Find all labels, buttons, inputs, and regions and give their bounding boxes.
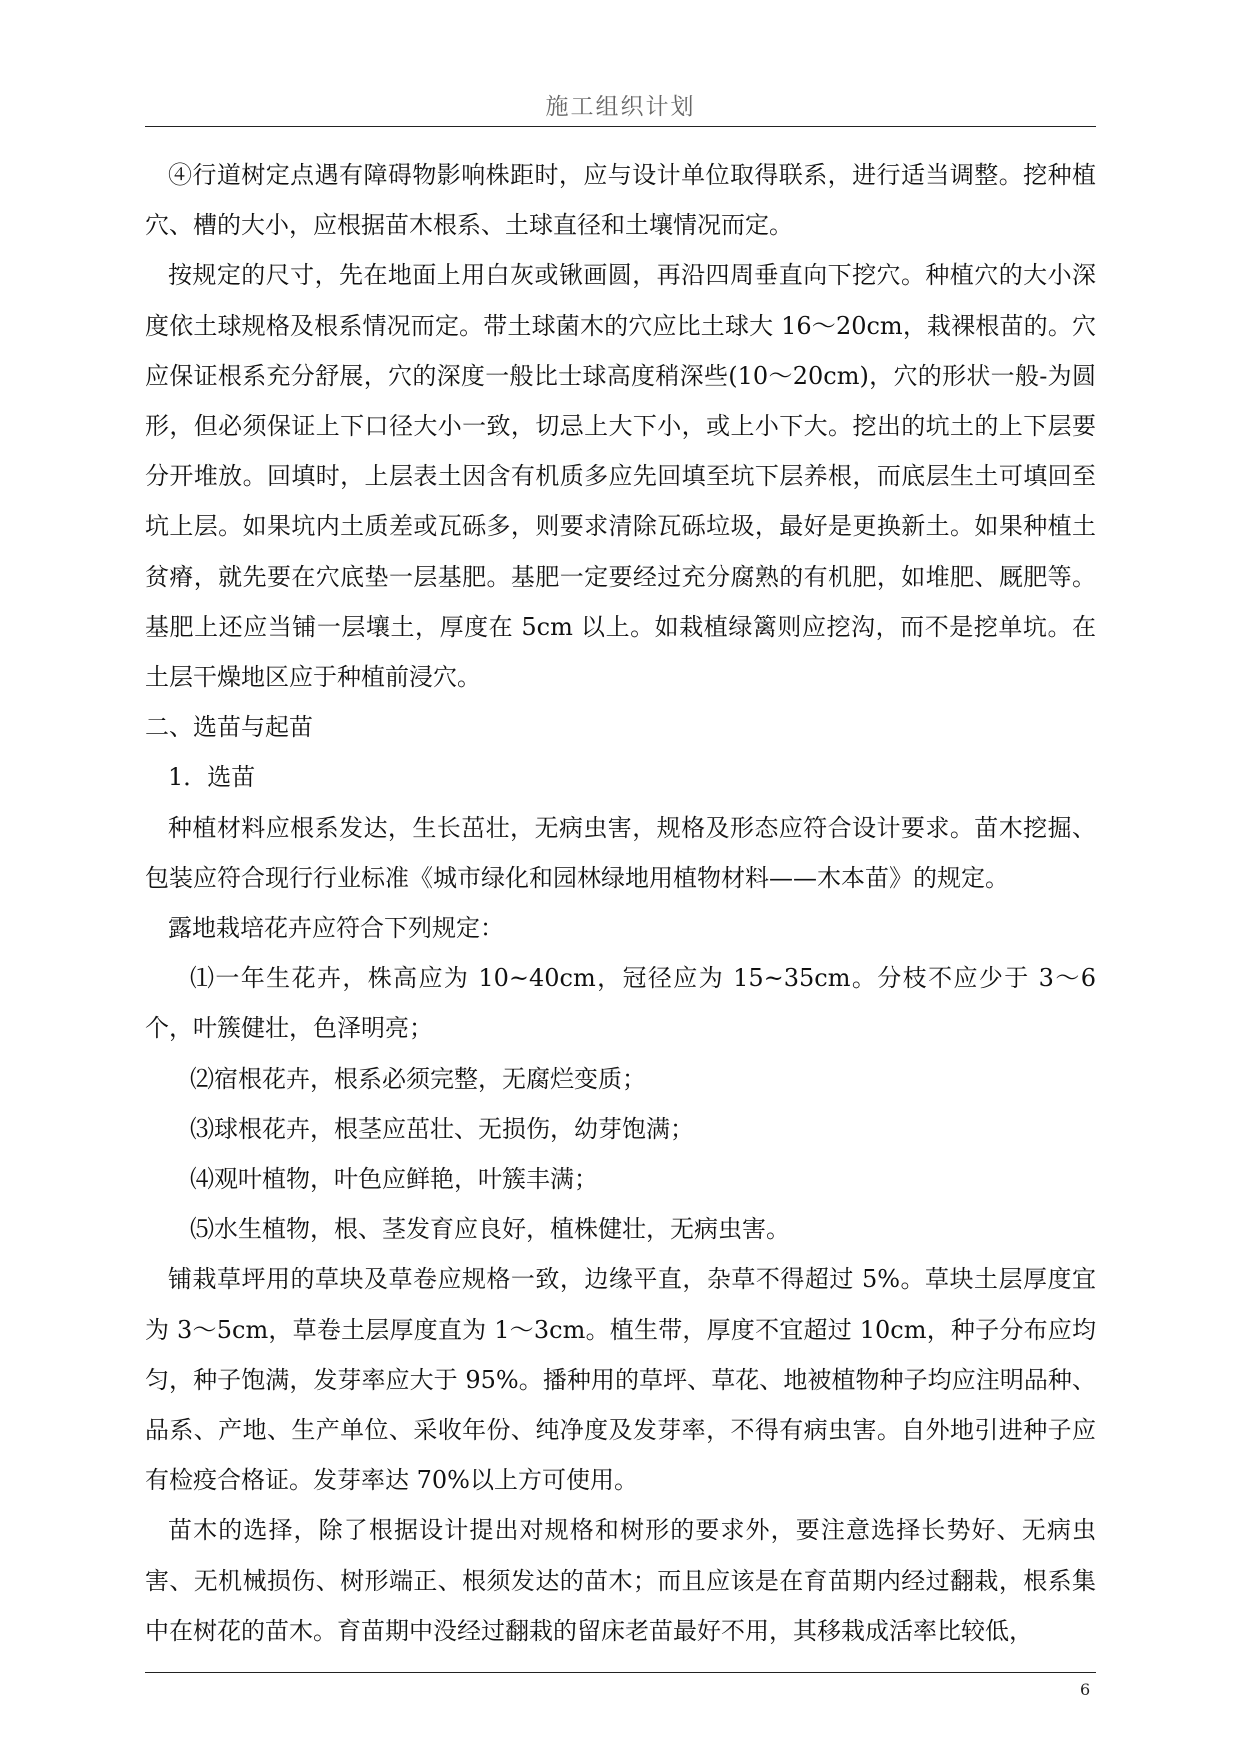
list-item-perennial-flowers: ⑵宿根花卉，根系必须完整，无腐烂变质； — [190, 1064, 646, 1093]
list-item-aquatic-plants: ⑸水生植物，根、茎发育应良好，植株健壮，无病虫害。 — [190, 1215, 790, 1244]
page-header-title: 施工组织计划 — [545, 94, 696, 120]
page-number: 6 — [1080, 1680, 1091, 1699]
header-divider — [145, 126, 1096, 127]
paragraph-turf-rules: 铺栽草坪用的草块及草卷应规格一致，边缘平直，杂草不得超过 5%。草块土层厚度宜为 3～5cm，草卷土层厚度直为 1～3cm。植生带，厚度不宜超过 10cm，种子分布应均匀，种子饱满，发芽率应大于 95%。播种用的草坪、草花、地被植物种子均应注明品种、品系、产地、生产单位、采收年份、纯净度及发芽率，不得有病虫害。自外地引进种子应有检疫合格证。发芽率达 70%以上方可使用。 — [145, 1265, 1096, 1495]
paragraph-planting-material: 种植材料应根系发达，生长茁壮，无病虫害，规格及形态应符合设计要求。苗木挖掘、包装应符合现行行业标准《城市绿化和园林绿地用植物材料——木本苗》的规定。 — [145, 813, 1096, 892]
list-item-bulb-flowers: ⑶球根花卉，根茎应茁壮、无损伤，幼芽饱满； — [190, 1114, 694, 1143]
list-item-annual-flowers: ⑴一年生花卉，株高应为 10~40cm，冠径应为 15~35cm。分枝不应少于 3～6 个，叶簇健壮，色泽明亮； — [145, 964, 1096, 1043]
paragraph-seedling-choice: 苗木的选择，除了根据设计提出对规格和树形的要求外，要注意选择长势好、无病虫害、无机械损伤、树形端正、根须发达的苗木；而且应该是在育苗期内经过翻栽，根系集中在树花的苗木。育苗期中没经过翻栽的留床老苗最好不用，其移栽成活率比较低， — [145, 1516, 1096, 1645]
paragraph-tree-spacing: ④行道树定点遇有障碍物影响株距时，应与设计单位取得联系，进行适当调整。挖种植穴、槽的大小，应根据苗木根系、土球直径和土壤情况而定。 — [145, 161, 1096, 240]
paragraph-flower-rules-intro: 露地栽培花卉应符合下列规定： — [168, 914, 504, 943]
document-body — [145, 150, 1096, 1656]
subheading-seedling-selection: 1．选苗 — [168, 763, 256, 792]
paragraph-pit-digging: 按规定的尺寸，先在地面上用白灰或锹画圆，再沿四周垂直向下挖穴。种植穴的大小深度依土球规格及根系情况而定。带土球菌木的穴应比土球大 16～20cm，栽裸根苗的。穴应保证根系充分舒展，穴的深度一般比士球高度稍深些(10～20cm)，穴的形状一般-为圆形，但必须保证上下口径大小一致，切忌上大下小，或上小下大。挖出的坑土的上下层要分开堆放。回填时，上层表土因含有机质多应先回填至坑下层养根，而底层生土可填回至坑上层。如果坑内土质差或瓦砾多，则要求清除瓦砾垃圾，最好是更换新土。如果种植土贫瘠，就先要在穴底垫一层基肥。基肥一定要经过充分腐熟的有机肥，如堆肥、厩肥等。基肥上还应当铺一层壤土，厚度在 5cm 以上。如栽植绿篱则应挖沟，而不是挖单坑。在土层干燥地区应于种植前浸穴。 — [145, 261, 1096, 692]
section-heading-seedling-selection: 二、选苗与起苗 — [145, 713, 313, 742]
footer-divider — [145, 1672, 1096, 1673]
list-item-foliage-plants: ⑷观叶植物，叶色应鲜艳，叶簇丰满； — [190, 1165, 598, 1194]
